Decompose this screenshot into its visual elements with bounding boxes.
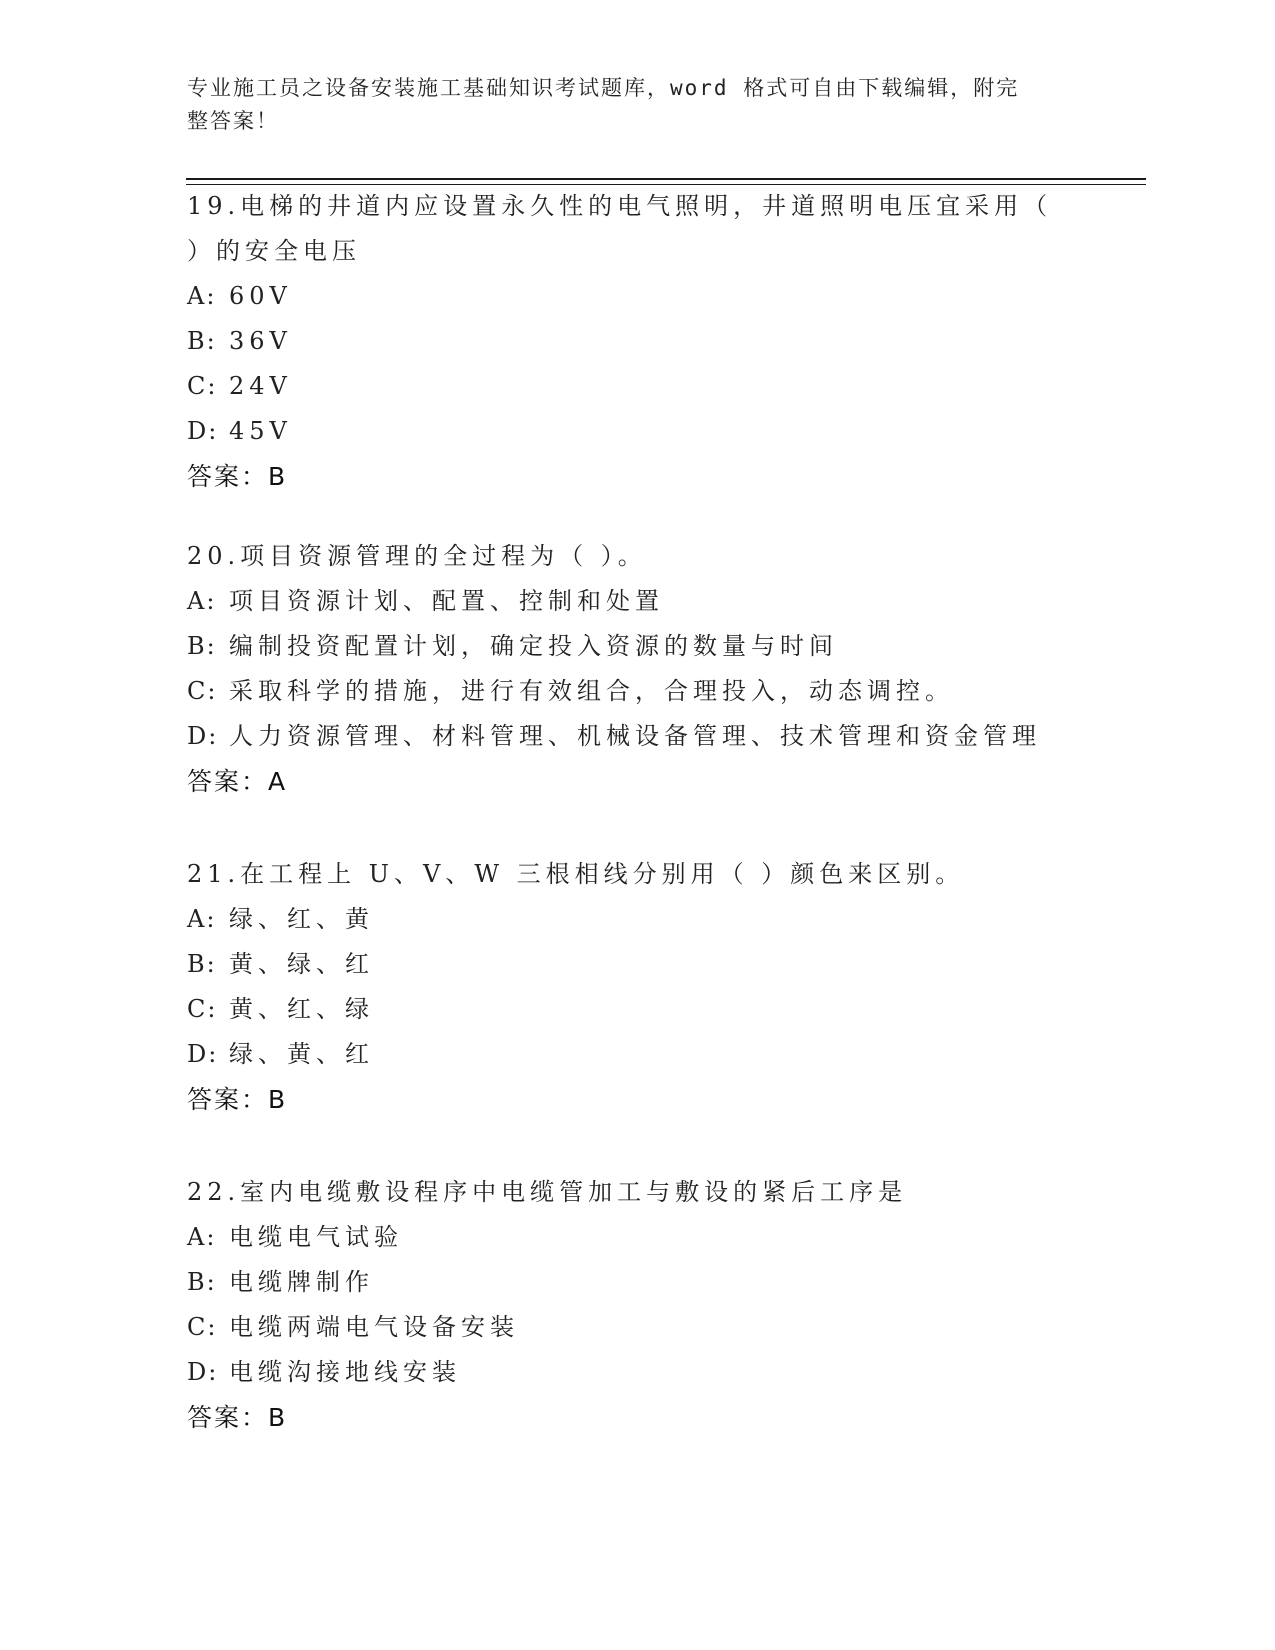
option-a: A: 绿、红、黄 xyxy=(187,905,374,933)
question-stem xyxy=(187,184,1087,274)
question-stem-line-1: 21.在工程上 U、V、W 三根相线分别用（ ）颜色来区别。 xyxy=(187,860,965,888)
option-d: D: 人力资源管理、材料管理、机械设备管理、技术管理和资金管理 xyxy=(187,722,1041,750)
option-a: A: 项目资源计划、配置、控制和处置 xyxy=(187,587,664,615)
option-b: B: 编制投资配置计划，确定投入资源的数量与时间 xyxy=(187,632,838,660)
question-stem-line-1: 20.项目资源管理的全过程为（ ）。 xyxy=(187,542,647,570)
question-stem xyxy=(187,534,1087,579)
answer: 答案：A xyxy=(187,767,288,796)
option-d: D: 绿、黄、红 xyxy=(187,1040,374,1068)
question-stem-line-1: 19.电梯的井道内应设置永久性的电气照明，井道照明电压宜采用（ xyxy=(187,192,1053,220)
question-22 xyxy=(187,1170,1087,1440)
option-c: C: 采取科学的措施，进行有效组合，合理投入，动态调控。 xyxy=(187,677,954,705)
answer: 答案：B xyxy=(187,1085,288,1114)
question-stem xyxy=(187,852,1087,897)
option-c: C: 24V xyxy=(187,372,292,400)
option-c: C: 黄、红、绿 xyxy=(187,995,374,1023)
answer: 答案：B xyxy=(187,462,288,491)
option-a: A: 电缆电气试验 xyxy=(187,1223,403,1251)
option-b: B: 电缆牌制作 xyxy=(187,1268,374,1296)
header-line-1: 专业施工员之设备安装施工基础知识考试题库，word 格式可自由下载编辑，附完 xyxy=(187,76,1020,100)
option-c: C: 电缆两端电气设备安装 xyxy=(187,1313,519,1341)
header-rule-thick xyxy=(186,178,1146,180)
answer: 答案：B xyxy=(187,1403,288,1432)
header-line-2: 整答案！ xyxy=(187,109,279,133)
document-header xyxy=(187,72,1067,138)
option-d: D: 电缆沟接地线安装 xyxy=(187,1358,461,1386)
question-21 xyxy=(187,852,1087,1122)
question-stem xyxy=(187,1170,1087,1215)
option-d: D: 45V xyxy=(187,417,292,445)
question-stem-line-2: ）的安全电压 xyxy=(187,237,361,265)
question-20 xyxy=(187,534,1087,804)
option-b: B: 黄、绿、红 xyxy=(187,950,374,978)
option-a: A: 60V xyxy=(187,282,292,310)
option-b: B: 36V xyxy=(187,327,292,355)
question-stem-line-1: 22.室内电缆敷设程序中电缆管加工与敷设的紧后工序是 xyxy=(187,1178,908,1206)
question-19 xyxy=(187,184,1087,499)
